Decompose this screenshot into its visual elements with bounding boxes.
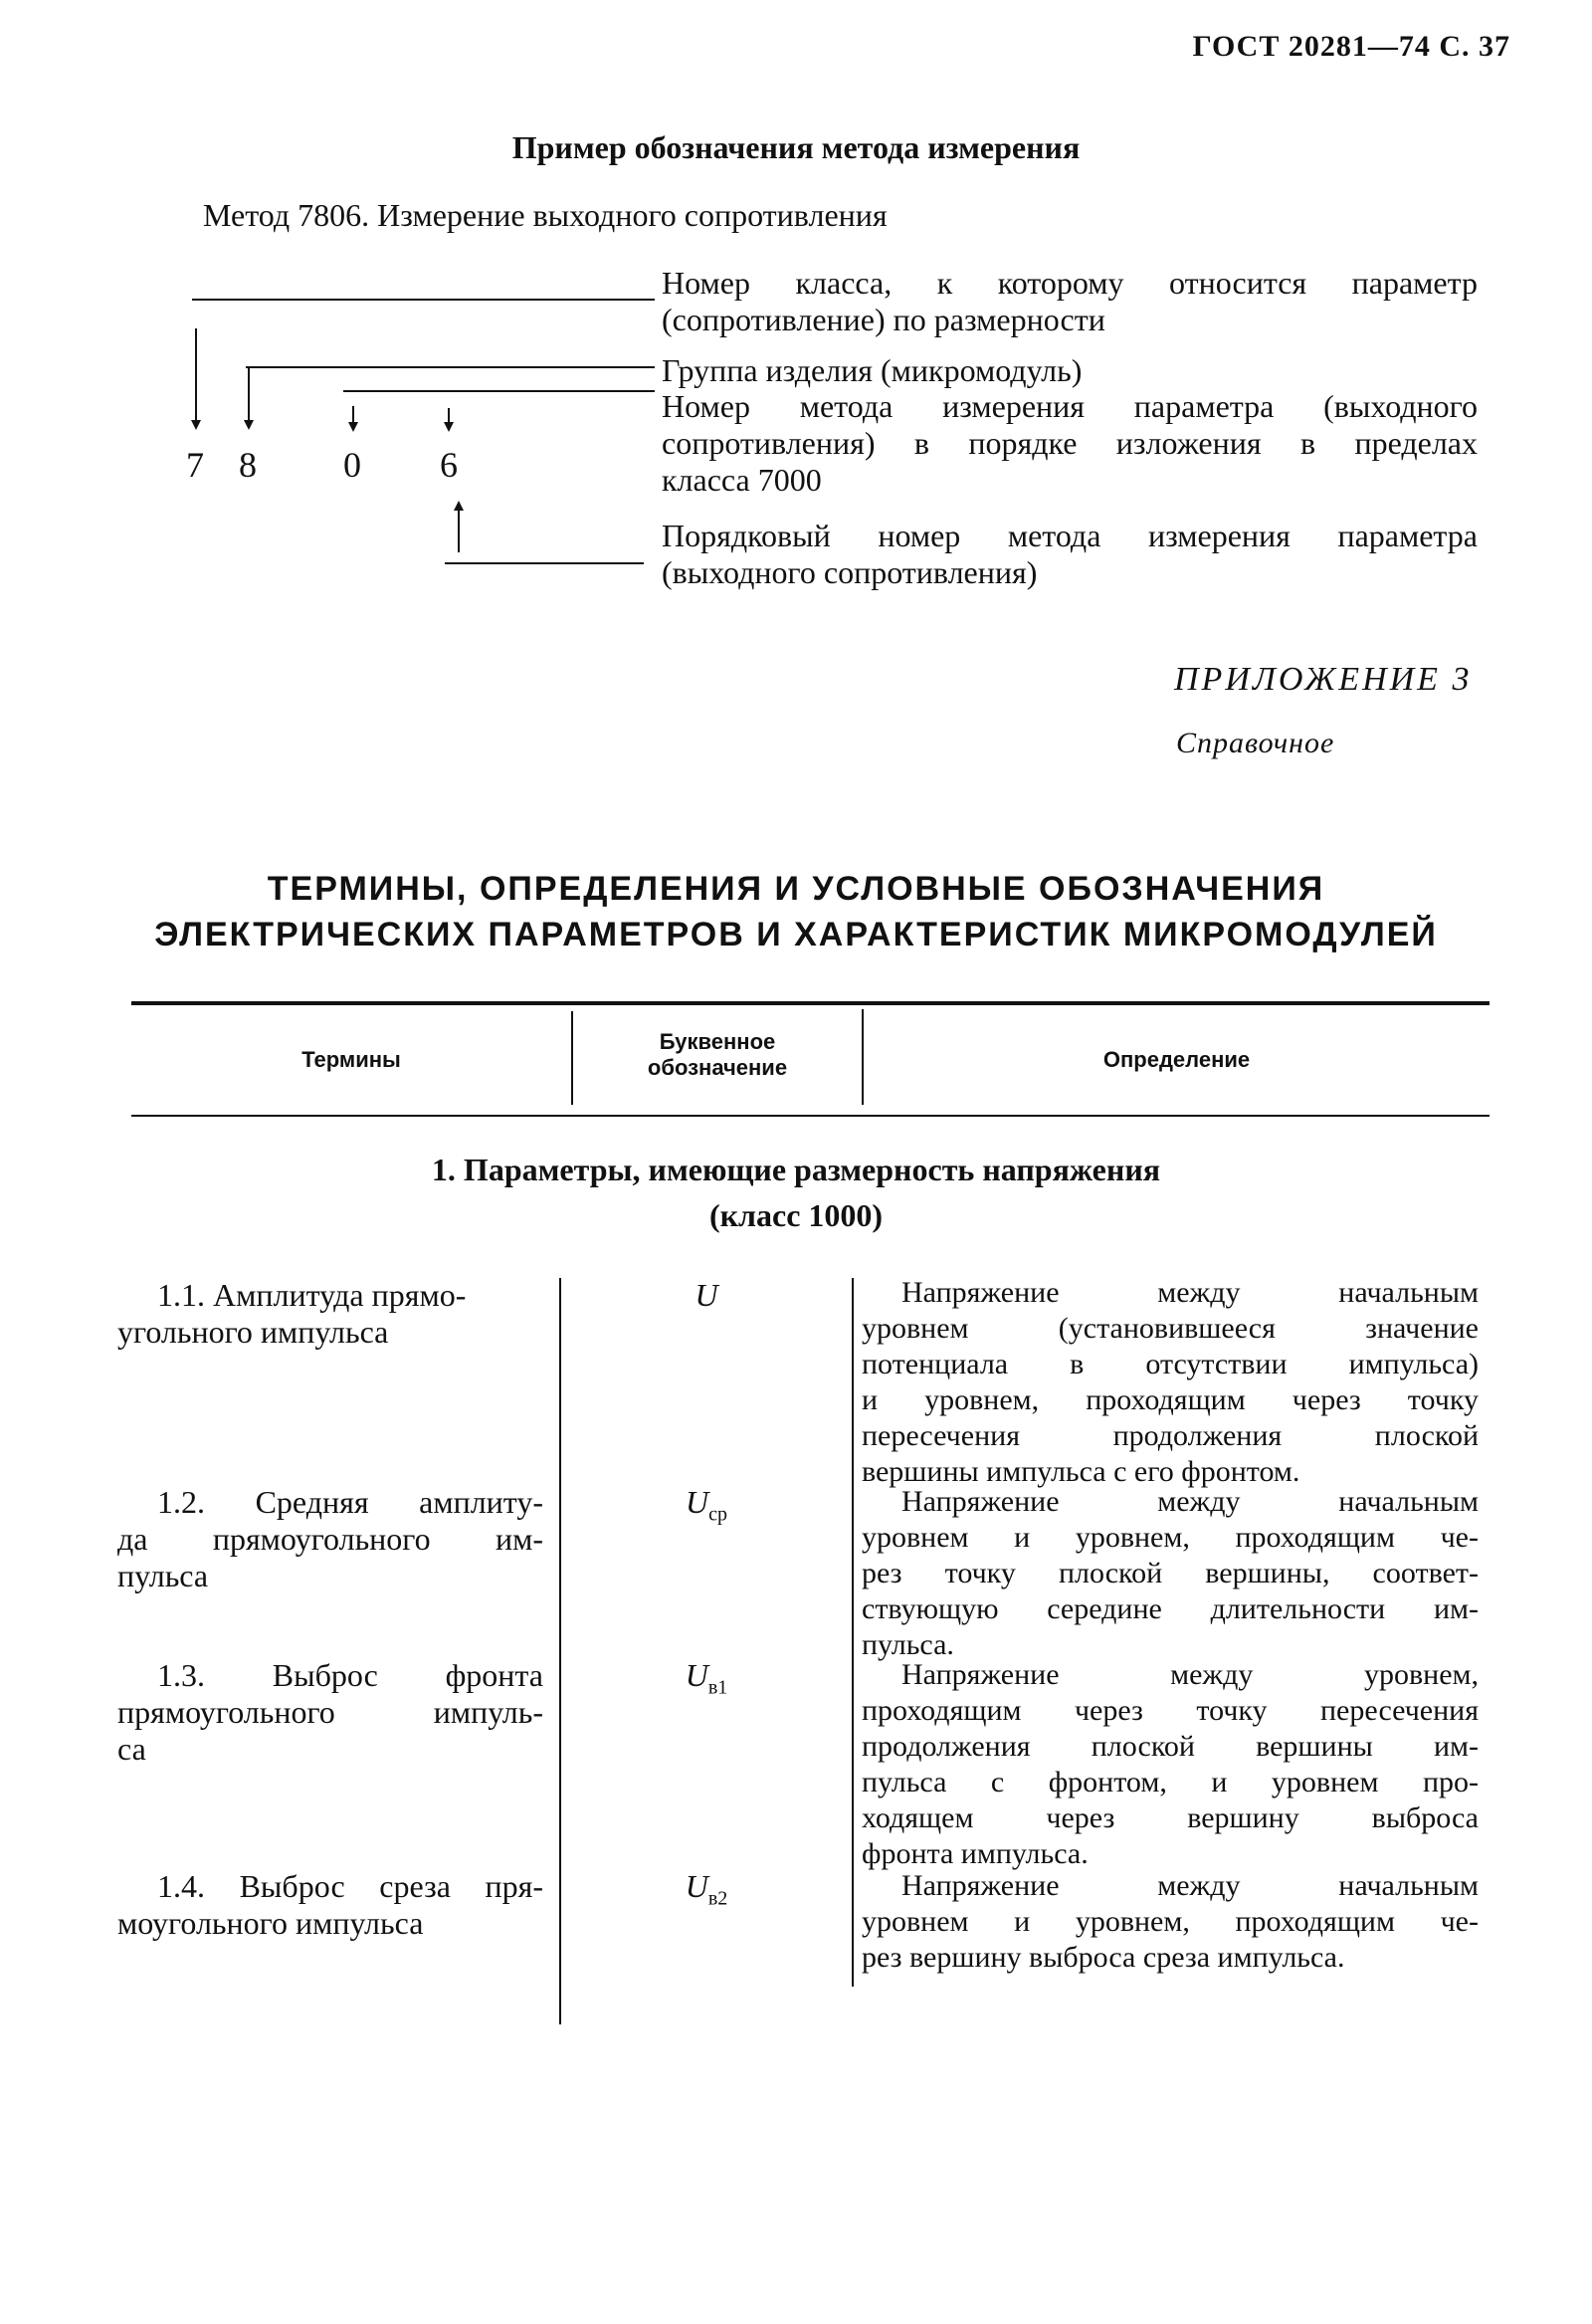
arrow-up-icon	[454, 501, 464, 511]
label-line: класса 7000	[662, 462, 822, 498]
row-term	[117, 1484, 543, 1594]
digit-group: 8	[239, 445, 257, 485]
symbol-main: U	[686, 1484, 709, 1520]
definition-line: Напряжение между начальным	[901, 1485, 1479, 1518]
label-line: сопротивления) в порядке изложения в пределах	[662, 425, 1478, 461]
label-product-group	[662, 352, 1082, 389]
definition-line: уровнем и уровнем, проходящим че-	[862, 1905, 1479, 1938]
label-line: (выходного сопротивления)	[662, 554, 1038, 590]
definition-line: и уровнем, проходящим через точку	[862, 1383, 1479, 1416]
row-definition	[862, 1657, 1479, 1872]
term-line: 1.3. Выброс фронта	[157, 1657, 543, 1693]
group-title-line-1: 1. Параметры, имеющие размерность напряжения	[431, 1152, 1161, 1187]
row-symbol	[561, 1868, 852, 1910]
appendix-subtitle: Справочное	[1176, 727, 1335, 759]
row-symbol	[561, 1484, 852, 1526]
definition-line: вершины импульса с его фронтом.	[862, 1455, 1300, 1488]
row-term	[117, 1657, 543, 1768]
section-title-line-2: ЭЛЕКТРИЧЕСКИХ ПАРАМЕТРОВ И ХАРАКТЕРИСТИК МИКРОМОДУЛЕЙ	[154, 916, 1438, 953]
definition-line: пульса.	[862, 1628, 954, 1661]
label-line: Номер класса, к которому относится параметр	[662, 265, 1478, 301]
definition-line: проходящим через точку пересечения	[862, 1694, 1479, 1727]
symbol-sub: в2	[707, 1887, 728, 1910]
appendix-title: ПРИЛОЖЕНИЕ 3	[1174, 661, 1473, 698]
term-line: 1.4. Выброс среза пря-	[157, 1868, 543, 1904]
row-definition	[862, 1868, 1479, 1976]
term-line: угольного импульса	[117, 1314, 389, 1350]
example-title: Пример обозначения метода измерения	[511, 129, 1081, 165]
row-definition	[862, 1484, 1479, 1663]
row-term	[117, 1868, 543, 1942]
col-header-symbol-line: обозначение	[647, 1055, 788, 1080]
table-body-divider-1	[559, 1278, 561, 2024]
digit-serial: 6	[440, 445, 458, 485]
arrow-down-icon	[348, 422, 358, 432]
label-line: (сопротивление) по размерности	[662, 302, 1105, 337]
row-term	[117, 1277, 543, 1351]
definition-line: ствующую середине длительности им-	[862, 1592, 1479, 1625]
definition-line: ходящем через вершину выброса	[862, 1801, 1479, 1834]
definition-line: уровнем и уровнем, проходящим че-	[862, 1521, 1479, 1554]
term-line: моугольного импульса	[117, 1905, 424, 1941]
definition-line: рез вершину выброса среза импульса.	[862, 1941, 1345, 1974]
col-header-symbol	[573, 1029, 862, 1081]
table-top-rule	[131, 1001, 1490, 1005]
label-method-number	[662, 388, 1478, 499]
term-line: прямоугольного импуль-	[117, 1694, 543, 1730]
definition-line: продолжения плоской вершины им-	[862, 1730, 1479, 1763]
table-header-bottom-rule	[131, 1115, 1490, 1117]
definition-line: Напряжение между начальным	[901, 1869, 1479, 1902]
term-line: 1.1. Амплитуда прямо-	[157, 1277, 467, 1313]
term-line: 1.2. Средняя амплиту-	[157, 1484, 543, 1520]
symbol-sub: в1	[707, 1676, 728, 1699]
arrow-down-icon	[191, 420, 201, 430]
section-title-line-1: ТЕРМИНЫ, ОПРЕДЕЛЕНИЯ И УСЛОВНЫЕ ОБОЗНАЧЕНИЯ	[267, 870, 1325, 908]
term-line: пульса	[117, 1558, 209, 1593]
row-symbol	[561, 1277, 852, 1319]
running-head: ГОСТ 20281—74 С. 37	[1192, 30, 1510, 63]
col-header-definition: Определение	[1102, 1047, 1251, 1072]
digit-method: 0	[343, 445, 361, 485]
term-line: са	[117, 1731, 146, 1767]
symbol-main: U	[695, 1277, 718, 1313]
definition-line: рез точку плоской вершины, соответ-	[862, 1557, 1479, 1589]
label-line: Порядковый номер метода измерения параметра	[662, 518, 1478, 553]
arrow-down-icon	[444, 422, 454, 432]
row-definition	[862, 1275, 1479, 1490]
definition-line: пересечения продолжения плоской	[862, 1419, 1479, 1452]
col-header-symbol-line: Буквенное	[659, 1029, 776, 1054]
label-serial-number	[662, 518, 1478, 591]
label-line: Номер метода измерения параметра (выходного	[662, 388, 1478, 424]
symbol-main: U	[685, 1868, 708, 1904]
definition-line: потенциала в отсутствии импульса)	[862, 1348, 1479, 1380]
term-line: да прямоугольного им-	[117, 1521, 543, 1557]
table-body-divider-2	[852, 1278, 854, 1987]
label-line: Группа изделия (микромодуль)	[662, 352, 1083, 388]
definition-line: пульса с фронтом, и уровнем про-	[862, 1766, 1479, 1798]
definition-line: Напряжение между уровнем,	[901, 1658, 1479, 1691]
row-symbol	[561, 1657, 852, 1699]
symbol-sub: ср	[708, 1503, 727, 1526]
group-title-line-2: (класс 1000)	[708, 1197, 884, 1233]
symbol-main: U	[685, 1657, 708, 1693]
digit-class: 7	[186, 445, 204, 485]
label-class-number	[662, 265, 1478, 338]
definition-line: фронта импульса.	[862, 1837, 1089, 1870]
definition-line: уровнем (установившееся значение	[862, 1312, 1479, 1345]
arrow-down-icon	[244, 420, 254, 430]
col-header-terms: Термины	[301, 1047, 401, 1072]
method-line: Метод 7806. Измерение выходного сопротивления	[203, 197, 888, 233]
definition-line: Напряжение между начальным	[901, 1276, 1479, 1309]
